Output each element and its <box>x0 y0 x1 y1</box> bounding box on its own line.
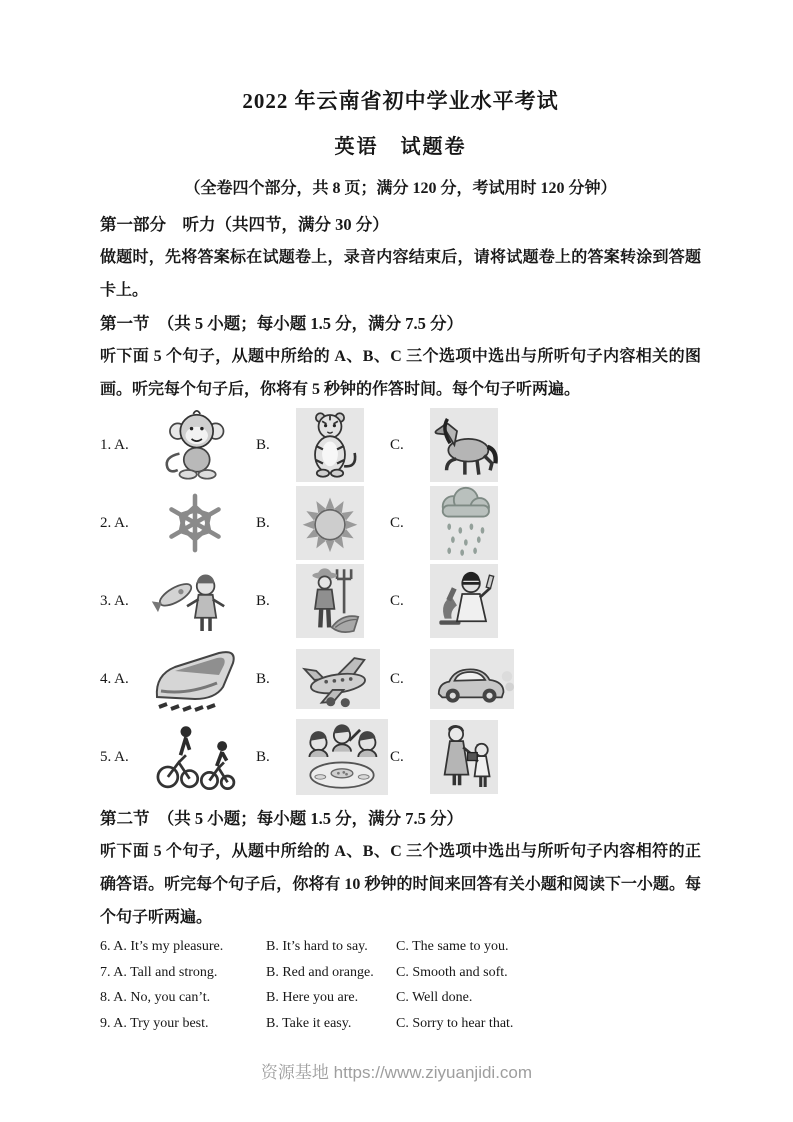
watermark-footer: 资源基地 https://www.ziyuanjidi.com <box>260 1063 533 1082</box>
q8-option-c: C. Well done. <box>396 990 473 1005</box>
option-label-1c: C. <box>390 436 404 453</box>
airplane-icon <box>296 649 380 709</box>
option-label-2a: 2. A. <box>100 514 129 531</box>
car-icon <box>430 649 514 709</box>
text-questions <box>100 934 701 1036</box>
picture-question-2 <box>100 484 701 562</box>
section1-heading: 第一节 （共 5 小题；每小题 1.5 分，满分 7.5 分） <box>100 314 463 333</box>
part1-note: 做题时，先将答案标在试题卷上，录音内容结束后，请将试题卷上的答案转涂到答题卡上。 <box>100 249 701 299</box>
picture-option-3b <box>296 564 364 638</box>
horse-icon <box>430 408 498 482</box>
picture-option-4c <box>430 649 514 709</box>
option-label-2c: C. <box>390 514 404 531</box>
high-speed-train-icon <box>144 641 246 717</box>
picture-option-5c <box>430 720 498 794</box>
q7-option-c: C. Smooth and soft. <box>396 964 508 980</box>
picture-option-2c <box>430 486 498 560</box>
farmer-icon <box>296 564 364 638</box>
text-question-8 <box>100 985 701 1011</box>
picture-option-3a <box>144 563 246 639</box>
part1-heading: 第一部分 听力（共四节，满分 30 分） <box>100 215 389 234</box>
picture-option-3c <box>430 564 498 638</box>
option-label-5a: 5. A. <box>100 748 129 765</box>
option-label-3c: C. <box>390 592 404 609</box>
picture-question-4 <box>100 640 701 718</box>
picture-option-5b <box>296 719 388 795</box>
pilot-icon <box>144 563 246 639</box>
picture-question-1 <box>100 406 701 484</box>
snowflake-icon <box>144 485 246 561</box>
page-title: 2022 年云南省初中学业水平考试 <box>242 89 559 113</box>
text-question-7 <box>100 960 701 986</box>
q8-option-b: B. Here you are. <box>266 990 359 1005</box>
option-label-2b: B. <box>256 514 270 531</box>
rain-cloud-icon <box>430 486 498 560</box>
sun-icon <box>296 486 364 560</box>
tiger-icon <box>296 408 364 482</box>
option-label-4b: B. <box>256 670 270 687</box>
picture-option-2a <box>144 485 246 561</box>
document-body <box>100 88 701 1036</box>
option-label-4c: C. <box>390 670 404 687</box>
q6-option-b: B. It’s hard to say. <box>266 939 368 954</box>
q7-option-b: B. Red and orange. <box>266 964 374 980</box>
option-label-1b: B. <box>256 436 270 453</box>
q9-option-a: 9. A. Try your best. <box>100 1015 209 1031</box>
picture-option-4a <box>144 641 246 717</box>
monkey-icon <box>144 407 246 483</box>
text-question-6 <box>100 934 701 960</box>
q6-option-a: 6. A. It’s my pleasure. <box>100 939 224 954</box>
q6-option-c: C. The same to you. <box>396 939 509 954</box>
picture-question-3 <box>100 562 701 640</box>
text-question-9 <box>100 1011 701 1037</box>
q7-option-a: 7. A. Tall and strong. <box>100 964 218 980</box>
section1-instructions: 听下面 5 个句子，从题中所给的 A、B、C 三个选项中选出与所听句子内容相关的图画。听完每个句子后，你将有 5 秒钟的作答时间。每个句子听两遍。 <box>100 348 701 398</box>
q9-option-c: C. Sorry to hear that. <box>396 1015 514 1031</box>
scientist-icon <box>430 564 498 638</box>
picture-question-5 <box>100 718 701 796</box>
section2-heading: 第二节 （共 5 小题；每小题 1.5 分，满分 7.5 分） <box>100 809 463 828</box>
option-label-5c: C. <box>390 748 404 765</box>
option-label-3a: 3. A. <box>100 592 129 609</box>
picture-option-4b <box>296 649 380 709</box>
q9-option-b: B. Take it easy. <box>266 1015 352 1031</box>
picture-option-2b <box>296 486 364 560</box>
exam-meta: （全卷四个部分，共 8 页；满分 120 分，考试用时 120 分钟） <box>184 180 617 197</box>
picture-option-1c <box>430 408 498 482</box>
option-label-1a: 1. A. <box>100 436 129 453</box>
picture-option-1b <box>296 408 364 482</box>
option-label-4a: 4. A. <box>100 670 129 687</box>
family-dinner-icon <box>296 719 388 795</box>
q8-option-a: 8. A. No, you can’t. <box>100 990 211 1005</box>
picture-option-5a <box>144 719 246 795</box>
section2-instructions: 听下面 5 个句子，从题中所给的 A、B、C 三个选项中选出与所听句子内容相符的正确答语。听完每个句子后，你将有 10 秒钟的时间来回答有关小题和阅读下一小题。每个句子听两遍。 <box>100 843 701 926</box>
giving-gift-icon <box>430 720 498 794</box>
option-label-3b: B. <box>256 592 270 609</box>
children-cycling-icon <box>144 719 246 795</box>
picture-option-1a <box>144 407 246 483</box>
page-subtitle: 英语 试题卷 <box>334 136 467 158</box>
option-label-5b: B. <box>256 748 270 765</box>
